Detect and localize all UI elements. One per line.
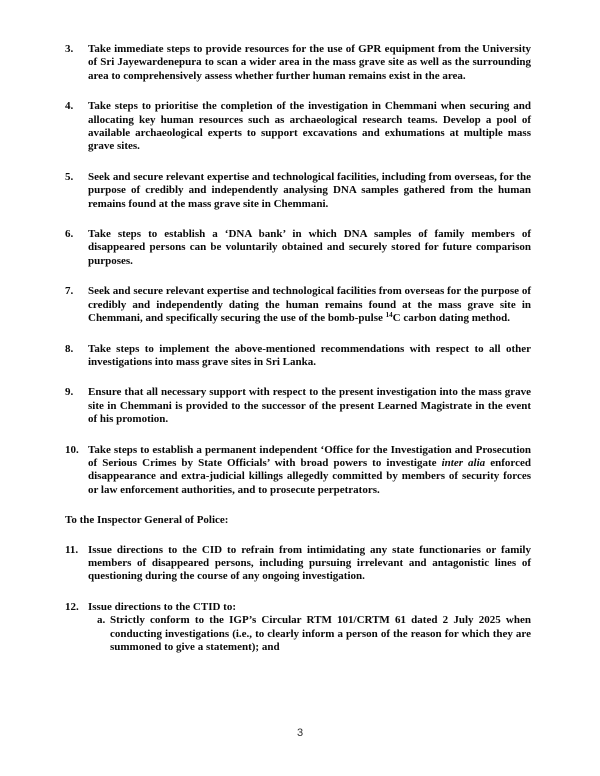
list-item xyxy=(65,444,531,498)
list-item-text: Take immediate steps to provide resources for the use of GPR equipment from the University of Sri Jayewardenepura to scan a wider area in the mass grave site as well as the surrounding area to comprehensively assess whether further human remains exist in the area. xyxy=(88,43,531,82)
list-item-marker: 6. xyxy=(65,228,74,241)
list-item-marker: 9. xyxy=(65,386,74,399)
list-item-marker: 12. xyxy=(65,600,79,613)
sub-list-item-marker: a. xyxy=(97,614,106,627)
list-item xyxy=(65,544,531,584)
list-item-text: Take steps to implement the above-mentioned recommendations with respect to all other investigations into mass grave sites in Sri Lanka. xyxy=(88,342,531,368)
list-item xyxy=(65,386,531,426)
list-item xyxy=(65,228,531,268)
list-item-text: Issue directions to the CTID to: a. Strictly conform to the IGP’s Circular RTM 101/CRTM 61 dated 2 July 2025 when conducting investigations (i.e., to clearly inform a person of the reason for which they are summoned to give a statement); and xyxy=(88,600,531,653)
list-item-marker: 7. xyxy=(65,285,74,298)
list-item xyxy=(65,285,531,325)
list-item xyxy=(65,171,531,211)
list-item-text: Seek and secure relevant expertise and technological facilities, including from overseas, for the purpose of credibly and independently analysing DNA samples gathered from the human remains found at the mass grave site in Chemmani. xyxy=(88,170,531,210)
sub-list-item-text: Strictly conform to the IGP’s Circular RTM 101/CRTM 61 dated 2 July 2025 when conducting investigations (i.e., to clearly inform a person of the reason for which they are summoned to give a statement); and xyxy=(110,614,531,653)
list-item-marker: 8. xyxy=(65,342,74,355)
list-item-marker: 5. xyxy=(65,170,74,183)
list-item-marker: 10. xyxy=(65,443,79,456)
list-item-text: Take steps to establish a ‘DNA bank’ in which DNA samples of family members of disappeared persons can be voluntarily obtained and securely stored for future comparison purposes. xyxy=(88,228,531,267)
list-item-text: Take steps to establish a permanent independent ‘Office for the Investigation and Prosecution of Serious Crimes by State Officials’ with broad powers to investigate inter alia enforced disappearance and extra-judicial killings allegedly committed by members of security forces or law enforcement authorities, and to prosecute perpetrators. xyxy=(88,443,531,496)
list-item-marker: 3. xyxy=(65,43,74,55)
sub-list-item xyxy=(88,614,531,654)
list-item-marker: 11. xyxy=(65,543,79,556)
list-item xyxy=(65,601,531,655)
document-body xyxy=(65,43,531,671)
list-item-text: Take steps to prioritise the completion of the investigation in Chemmani when securing and allocating key human resources such as archaeological research teams. Develop a pool of available archaeological experts to support excavations and exhumations at multiple mass grave sites. xyxy=(88,100,531,153)
page-number: 3 xyxy=(296,727,304,739)
list-item-marker: 4. xyxy=(65,100,74,113)
list-item-text: Ensure that all necessary support with respect to the present investigation into the mass grave site in Chemmani is provided to the successor of the present Learned Magistrate in the event of his promotion. xyxy=(88,386,531,426)
list-item xyxy=(65,100,531,154)
list-item-text: Issue directions to the CID to refrain from intimidating any state functionaries or family members of disappeared persons, including pursuing irrelevant and antagonistic lines of questioning during the course of any ongoing investigation. xyxy=(88,543,531,583)
list-item xyxy=(65,343,531,370)
section-heading: To the Inspector General of Police: xyxy=(65,514,229,527)
list-item xyxy=(65,43,531,83)
list-item-text: Seek and secure relevant expertise and technological facilities from overseas for the purpose of credibly and independently dating the human remains found at the mass grave site in Chemmani, and specifically securing the use of the bomb-pulse $^{14}$C carbon dating method. xyxy=(88,285,531,325)
